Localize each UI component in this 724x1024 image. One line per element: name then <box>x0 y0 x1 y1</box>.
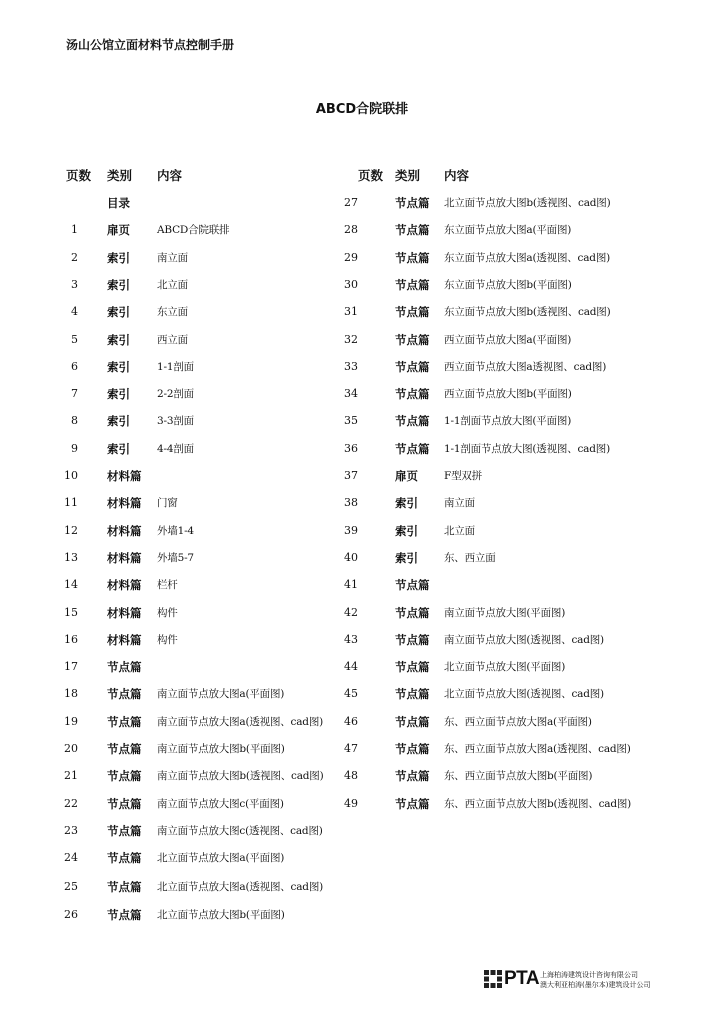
page-number: 3 <box>71 277 78 291</box>
page-number: 9 <box>71 441 78 455</box>
content-cell: 东、西立面节点放大图b(平面图) <box>444 770 593 783</box>
page-number: 15 <box>64 605 78 619</box>
content-cell: 西立面 <box>157 333 188 346</box>
category-cell: 节点篇 <box>395 305 430 320</box>
content-cell: 构件 <box>157 606 178 619</box>
pta-mark-icon <box>484 970 502 988</box>
content-cell: 1-1剖面节点放大图(透视图、cad图) <box>444 442 610 455</box>
content-cell: 南立面节点放大图(平面图) <box>444 606 566 619</box>
page-number: 48 <box>344 769 358 783</box>
content-cell: 南立面 <box>157 251 188 264</box>
category-cell: 索引 <box>107 441 130 456</box>
page-number: 36 <box>344 441 358 455</box>
content-cell: 东立面节点放大图a(平面图) <box>444 224 572 237</box>
category-cell: 节点篇 <box>395 196 430 210</box>
content-cell: 2-2剖面 <box>157 388 194 401</box>
page-number: 40 <box>344 550 358 564</box>
manual-title: 汤山公馆立面材料节点控制手册 <box>66 38 235 52</box>
category-cell: 节点篇 <box>395 414 430 429</box>
content-cell: 栏杆 <box>157 579 178 592</box>
content-cell: 东、西立面节点放大图a(平面图) <box>444 715 592 728</box>
content-cell: 西立面节点放大图a透视图、cad图) <box>444 360 607 373</box>
content-cell: 1-1剖面 <box>157 360 194 373</box>
category-cell: 节点篇 <box>107 796 142 811</box>
content-cell: 南立面节点放大图(透视图、cad图) <box>444 633 604 646</box>
content-cell: 北立面节点放大图(平面图) <box>444 661 566 674</box>
firm-name-line1: 上海柏涛建筑设计咨询有限公司 <box>540 971 638 979</box>
content-cell: 南立面节点放大图c(平面图) <box>157 797 284 810</box>
category-cell: 节点篇 <box>107 908 142 923</box>
page-number: 28 <box>344 223 358 237</box>
page-number: 30 <box>344 277 358 291</box>
category-cell: 节点篇 <box>395 769 430 784</box>
page-number: 11 <box>64 496 78 510</box>
category-cell: 索引 <box>395 550 418 565</box>
content-cell: 外墙5-7 <box>157 551 194 564</box>
category-cell: 扉页 <box>395 469 418 483</box>
firm-name-line2: 澳大利亚柏涛(墨尔本)建筑设计公司 <box>540 981 651 989</box>
content-cell: 门窗 <box>157 497 178 510</box>
content-cell: 东、西立面节点放大图b(透视图、cad图) <box>444 797 632 810</box>
category-cell: 节点篇 <box>107 851 142 866</box>
page-number: 41 <box>344 578 358 592</box>
page-number: 22 <box>64 796 78 810</box>
page-title: ABCD合院联排 <box>315 102 409 117</box>
page-number: 23 <box>64 823 78 837</box>
category-cell: 材料篇 <box>107 578 142 593</box>
content-cell: ABCD合院联排 <box>157 224 230 237</box>
page-number: 45 <box>344 687 358 701</box>
content-cell: 南立面节点放大图b(平面图) <box>157 743 285 755</box>
content-cell: 南立面节点放大图b(透视图、cad图) <box>157 770 324 783</box>
category-cell: 节点篇 <box>395 387 430 402</box>
page-number: 44 <box>344 660 358 674</box>
page-number: 4 <box>71 305 78 319</box>
content-cell: 西立面节点放大图a(平面图) <box>444 333 572 346</box>
page-number: 38 <box>344 496 358 510</box>
page-number: 13 <box>64 550 78 564</box>
content-cell: 南立面节点放大图a(透视图、cad图) <box>157 715 324 728</box>
category-cell: 目录 <box>107 196 130 210</box>
category-cell: 材料篇 <box>107 632 142 647</box>
page-number: 20 <box>64 742 78 755</box>
category-cell: 节点篇 <box>395 359 430 374</box>
content-cell: 南立面节点放大图a(平面图) <box>157 688 285 701</box>
page-number: 25 <box>64 879 78 893</box>
content-cell: 4-4剖面 <box>157 442 194 455</box>
content-cell: 北立面节点放大图(透视图、cad图) <box>444 688 604 701</box>
category-cell: 节点篇 <box>107 687 142 702</box>
page-number: 42 <box>344 605 358 619</box>
category-cell: 材料篇 <box>107 523 142 538</box>
page-number: 19 <box>64 714 78 728</box>
category-cell: 扉页 <box>107 223 130 238</box>
page-number: 26 <box>64 908 78 922</box>
page-number: 2 <box>71 250 78 264</box>
page-number: 43 <box>344 632 358 646</box>
content-cell: 东立面节点放大图b(透视图、cad图) <box>444 306 611 319</box>
category-cell: 索引 <box>107 359 130 374</box>
content-cell: 西立面节点放大图b(平面图) <box>444 388 572 401</box>
page-number: 31 <box>344 305 358 319</box>
page-number: 14 <box>64 578 78 592</box>
category-cell: 索引 <box>107 250 130 265</box>
category-cell: 节点篇 <box>395 250 430 265</box>
page-number: 49 <box>344 796 358 810</box>
category-cell: 节点篇 <box>395 277 430 292</box>
page-number: 1 <box>71 223 78 237</box>
header-page: 页数 <box>66 168 92 183</box>
category-cell: 节点篇 <box>395 332 430 347</box>
category-cell: 节点篇 <box>107 742 142 756</box>
category-cell: 材料篇 <box>107 496 142 511</box>
page-number: 6 <box>71 359 78 373</box>
category-cell: 节点篇 <box>395 796 430 811</box>
content-cell: 东、西立面节点放大图a(透视图、cad图) <box>444 743 631 755</box>
content-cell: 南立面节点放大图c(透视图、cad图) <box>157 824 323 837</box>
footer-brand <box>484 968 664 992</box>
category-cell: 索引 <box>107 305 130 320</box>
content-cell: 北立面节点放大图a(透视图、cad图) <box>157 880 324 893</box>
category-cell: 材料篇 <box>107 550 142 565</box>
page-number: 7 <box>71 387 78 401</box>
category-cell: 节点篇 <box>395 687 430 702</box>
header-content: 内容 <box>157 168 183 183</box>
page-number: 47 <box>344 742 358 755</box>
content-cell: 北立面 <box>157 278 188 291</box>
content-cell: 东立面 <box>157 306 188 319</box>
content-cell: 北立面 <box>444 524 475 537</box>
category-cell: 索引 <box>107 414 130 429</box>
category-cell: 节点篇 <box>395 605 430 620</box>
page-number: 46 <box>344 714 358 728</box>
content-cell: 东、西立面 <box>444 551 496 564</box>
content-cell: 南立面 <box>444 497 475 510</box>
content-cell: 北立面节点放大图b(平面图) <box>157 909 285 922</box>
page-number: 10 <box>64 469 78 482</box>
page-number: 29 <box>344 250 358 264</box>
category-cell: 材料篇 <box>107 605 142 620</box>
pta-logo-text: PTA <box>504 968 540 989</box>
page-number: 16 <box>64 632 78 646</box>
category-cell: 节点篇 <box>395 441 430 456</box>
page-number: 12 <box>64 523 78 537</box>
content-cell: 东立面节点放大图a(透视图、cad图) <box>444 251 611 264</box>
category-cell: 节点篇 <box>395 714 430 729</box>
header-content: 内容 <box>444 168 470 183</box>
page-number: 27 <box>344 196 358 209</box>
page-number: 8 <box>71 414 78 428</box>
category-cell: 节点篇 <box>107 879 142 894</box>
content-cell: 北立面节点放大图b(透视图、cad图) <box>444 197 611 209</box>
content-cell: F型双拼 <box>444 470 482 482</box>
page-number: 34 <box>344 387 358 401</box>
category-cell: 节点篇 <box>107 769 142 784</box>
content-cell: 3-3剖面 <box>157 415 194 428</box>
category-cell: 索引 <box>107 387 130 402</box>
page-number: 33 <box>344 359 358 373</box>
page-number: 5 <box>71 332 78 346</box>
category-cell: 节点篇 <box>395 223 430 238</box>
content-cell: 外墙1-4 <box>157 524 194 537</box>
page-number: 32 <box>344 332 358 346</box>
content-cell: 北立面节点放大图a(平面图) <box>157 852 285 865</box>
category-cell: 节点篇 <box>395 578 430 593</box>
category-cell: 节点篇 <box>107 823 142 838</box>
category-cell: 索引 <box>107 332 130 347</box>
content-cell: 1-1剖面节点放大图(平面图) <box>444 415 572 428</box>
page-number: 17 <box>64 660 78 674</box>
category-cell: 材料篇 <box>107 469 142 483</box>
category-cell: 索引 <box>395 496 418 511</box>
page-number: 24 <box>64 851 78 865</box>
category-cell: 索引 <box>395 523 418 538</box>
page-number: 18 <box>64 687 78 701</box>
category-cell: 节点篇 <box>107 660 142 675</box>
header-category: 类别 <box>395 168 421 183</box>
category-cell: 节点篇 <box>107 714 142 729</box>
category-cell: 节点篇 <box>395 742 430 756</box>
content-cell: 构件 <box>157 633 178 646</box>
content-cell: 东立面节点放大图b(平面图) <box>444 278 572 291</box>
page-number: 35 <box>344 414 358 428</box>
page-number: 39 <box>344 523 358 537</box>
page-number: 21 <box>64 769 78 783</box>
category-cell: 节点篇 <box>395 632 430 647</box>
header-category: 类别 <box>107 168 133 183</box>
category-cell: 节点篇 <box>395 660 430 675</box>
page-number: 37 <box>344 469 358 482</box>
category-cell: 索引 <box>107 277 130 292</box>
header-page: 页数 <box>358 168 384 183</box>
